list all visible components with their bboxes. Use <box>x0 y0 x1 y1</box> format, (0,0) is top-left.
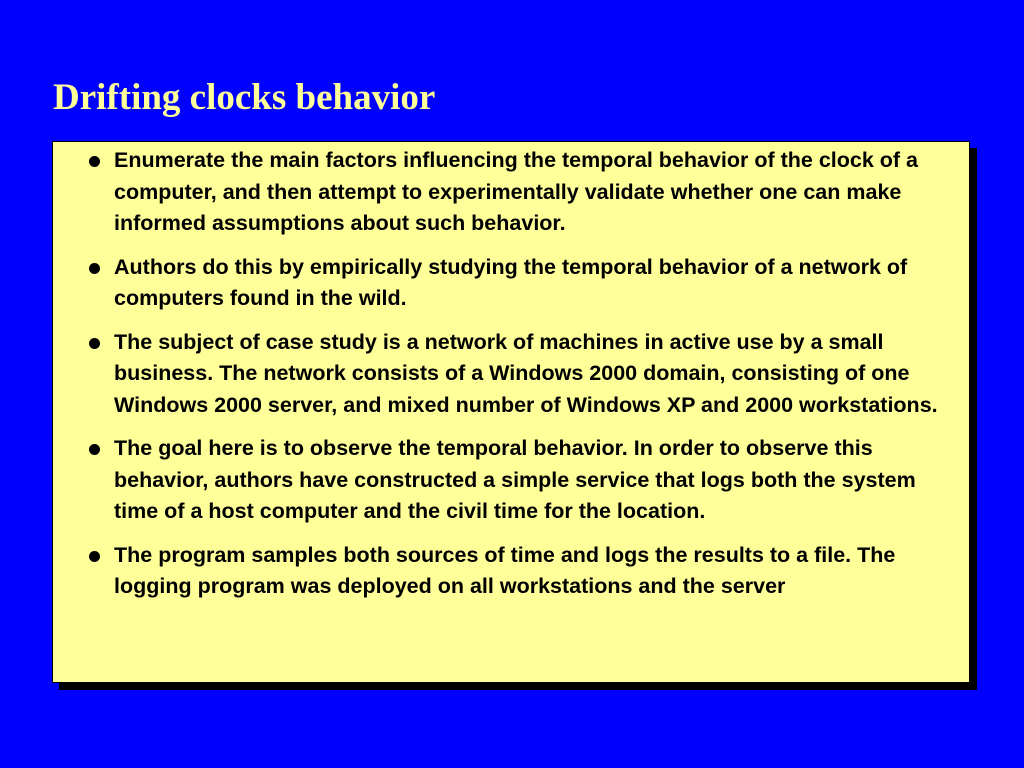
bullet-text: The program samples both sources of time and logs the results to a file. The logging program was deployed on all workstations and the server <box>114 542 896 598</box>
bullet-dot-icon <box>89 444 100 455</box>
bullet-dot-icon <box>89 551 100 562</box>
bullet-item <box>89 433 939 528</box>
bullet-dot-icon <box>89 338 100 349</box>
content-panel <box>52 141 970 683</box>
bullet-text: The subject of case study is a network of machines in active use by a small business. The network consists of a Windows 2000 domain, consisting of one Windows 2000 server, and mixed number of Windows XP and 2000 workstations. <box>114 329 938 417</box>
bullet-list <box>89 145 939 615</box>
bullet-dot-icon <box>89 156 100 167</box>
bullet-item <box>89 540 939 603</box>
bullet-item <box>89 252 939 315</box>
bullet-item <box>89 327 939 422</box>
bullet-text: The goal here is to observe the temporal behavior. In order to observe this behavior, authors have constructed a simple service that logs both the system time of a host computer and the civil time for the location. <box>114 436 916 523</box>
slide-title: Drifting clocks behavior <box>53 77 436 118</box>
bullet-text: Authors do this by empirically studying the temporal behavior of a network of computers found in the wild. <box>114 254 908 310</box>
bullet-text: Enumerate the main factors influencing the temporal behavior of the clock of a computer, and then attempt to experimentally validate whether one can make informed assumptions about such behavior. <box>114 148 919 235</box>
bullet-item <box>89 145 939 240</box>
bullet-dot-icon <box>89 263 100 274</box>
